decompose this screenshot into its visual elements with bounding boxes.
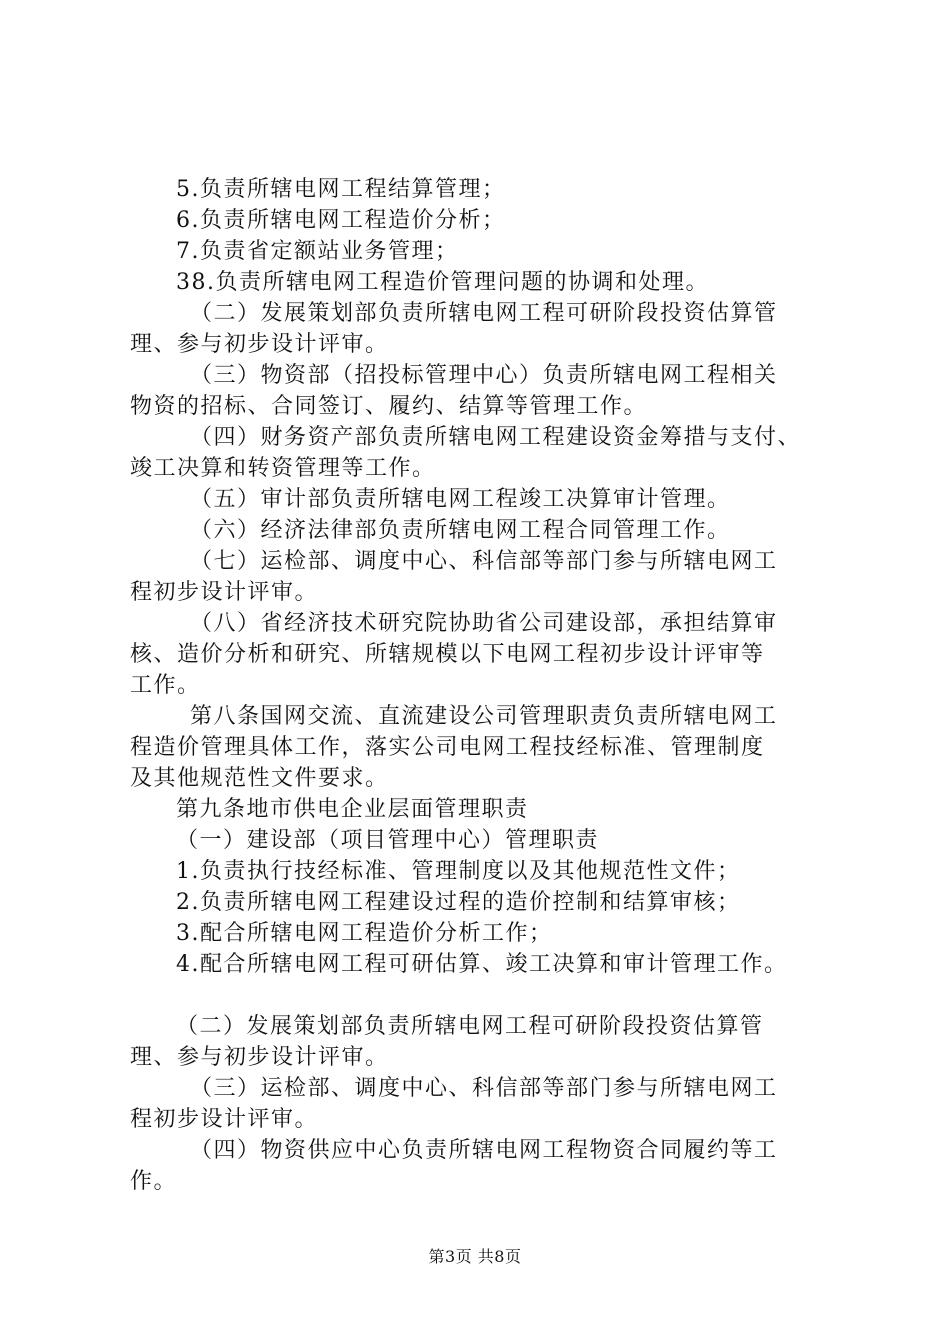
text-line: 3.配合所辖电网工程造价分析工作； [176, 921, 553, 946]
text-line: 工作。 [130, 673, 201, 698]
text-line: （三）运检部、调度中心、科信部等部门参与所辖电网工 [190, 1076, 778, 1101]
text-line: 作。 [130, 1169, 178, 1194]
text-line: 1.负责执行技经标准、管理制度以及其他规范性文件； [176, 859, 741, 884]
text-line: 2.负责所辖电网工程建设过程的造价控制和结算审核； [176, 890, 741, 915]
text-line: （一）建设部（项目管理中心）管理职责 [176, 828, 600, 853]
text-line: 程造价管理具体工作，落实公司电网工程技经标准、管理制度 [130, 735, 765, 760]
text-line: 理、参与初步设计评审。 [130, 332, 389, 357]
text-line: 核、造价分析和研究、所辖规模以下电网工程初步设计评审等 [130, 642, 765, 667]
text-line: 7.负责省定额站业务管理； [176, 239, 459, 264]
text-line: （八）省经济技术研究院协助省公司建设部，承担结算审 [190, 611, 778, 636]
page-footer: 第3页 共8页 [428, 1247, 522, 1266]
text-line: 5.负责所辖电网工程结算管理； [176, 177, 506, 202]
text-line: 38.负责所辖电网工程造价管理问题的协调和处理。 [176, 270, 709, 295]
text-line: （二）发展策划部负责所辖电网工程可研阶段投资估算管 [190, 301, 778, 326]
text-line: 理、参与初步设计评审。 [130, 1045, 389, 1070]
text-line: 第九条地市供电企业层面管理职责 [176, 797, 529, 822]
text-line: 程初步设计评审。 [130, 580, 319, 605]
text-line: （二）发展策划部负责所辖电网工程可研阶段投资估算管 [176, 1014, 764, 1039]
text-line: 4.配合所辖电网工程可研估算、竣工决算和审计管理工作。 [176, 952, 788, 977]
text-line: （七）运检部、调度中心、科信部等部门参与所辖电网工 [190, 549, 778, 574]
text-line: （四）物资供应中心负责所辖电网工程物资合同履约等工 [190, 1138, 778, 1163]
text-line: （五）审计部负责所辖电网工程竣工决算审计管理。 [190, 487, 731, 512]
text-line: 程初步设计评审。 [130, 1107, 319, 1132]
text-line [130, 980, 840, 1011]
text-line: （四）财务资产部负责所辖电网工程建设资金筹措与支付、 [190, 425, 802, 450]
text-line: 物资的招标、合同签订、履约、结算等管理工作。 [130, 394, 648, 419]
text-line: 6.负责所辖电网工程造价分析； [176, 208, 506, 233]
text-line: 及其他规范性文件要求。 [130, 766, 389, 791]
document-body [130, 174, 840, 1197]
text-line: 竣工决算和转资管理等工作。 [130, 456, 436, 481]
text-line: 第八条国网交流、直流建设公司管理职责负责所辖电网工 [190, 704, 778, 729]
text-line: （六）经济法律部负责所辖电网工程合同管理工作。 [190, 518, 731, 543]
text-line: （三）物资部（招投标管理中心）负责所辖电网工程相关 [190, 363, 778, 388]
